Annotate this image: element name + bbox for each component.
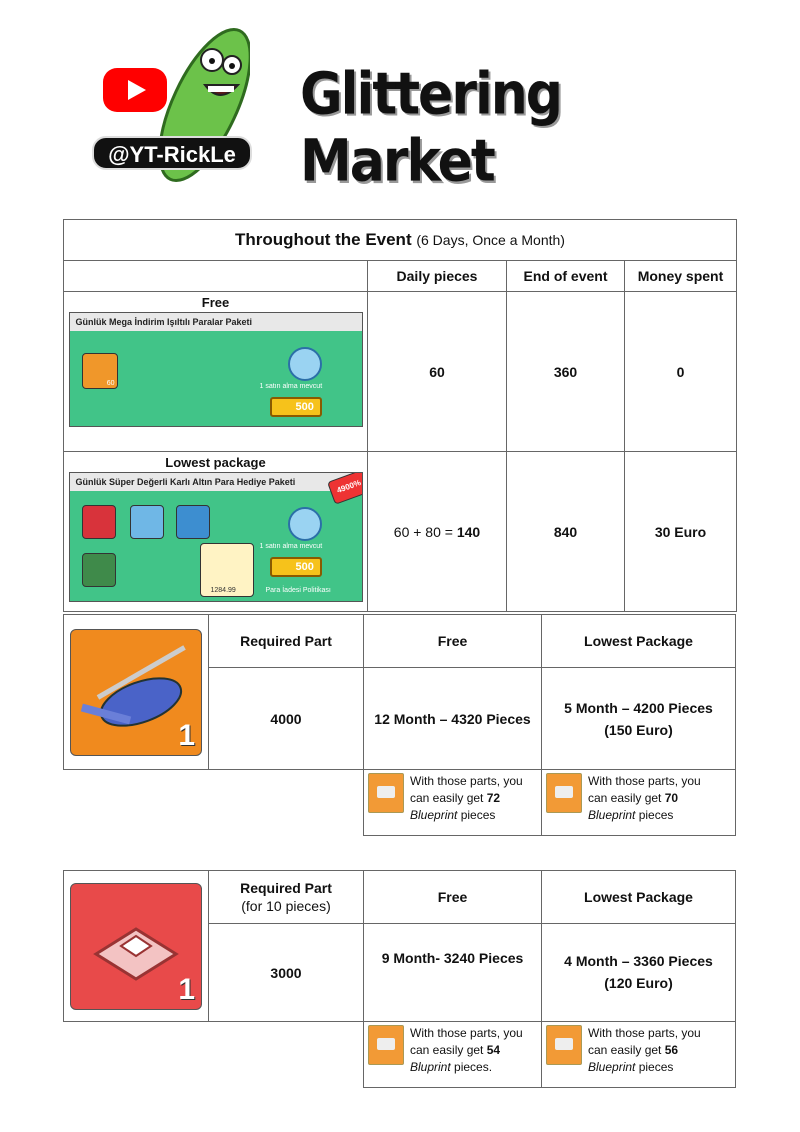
blueprint-item-cell xyxy=(64,871,209,1022)
lowest-duration: 4 Month – 3360 Pieces xyxy=(564,953,713,969)
event-table xyxy=(63,219,737,612)
note-text: With those parts, you can easily get xyxy=(410,1026,523,1057)
package-label: Free xyxy=(201,295,230,310)
col-daily-pieces: Daily pieces xyxy=(368,261,507,292)
table-row xyxy=(64,452,737,612)
end-value: 840 xyxy=(507,452,625,612)
item-level: 1 xyxy=(178,972,195,1006)
note-suffix: pieces. xyxy=(450,1060,493,1074)
money-value: 0 xyxy=(625,292,737,452)
table-row xyxy=(64,292,737,452)
end-value: 360 xyxy=(507,292,625,452)
col-required-part: Required Part xyxy=(209,615,364,668)
col-free: Free xyxy=(364,615,542,668)
col-required-title: Required Part xyxy=(240,880,332,896)
refund-policy-link[interactable]: Para İadesi Politikası xyxy=(265,587,331,594)
coin-item-icon xyxy=(130,505,164,539)
blueprint-icon xyxy=(546,773,582,813)
note-text: With those parts, you can easily get xyxy=(410,774,523,805)
note-item: Bluprint xyxy=(410,1060,451,1074)
item-level: 1 xyxy=(178,718,195,752)
gold-value: 1284.99 xyxy=(210,587,236,594)
daily-value xyxy=(368,452,507,612)
event-subtitle: (6 Days, Once a Month) xyxy=(416,232,565,248)
note-count: 72 xyxy=(486,791,501,805)
free-note xyxy=(404,773,530,824)
package-label: Lowest package xyxy=(165,455,266,470)
note-count: 54 xyxy=(486,1043,501,1057)
note-item: Blueprint xyxy=(410,808,458,822)
note-suffix: pieces xyxy=(457,808,496,822)
price-button[interactable] xyxy=(270,557,322,577)
daily-total: 140 xyxy=(456,523,481,540)
required-value: 3000 xyxy=(209,924,364,1022)
note-count: 56 xyxy=(664,1043,679,1057)
lowest-cost: (150 Euro) xyxy=(604,721,673,738)
purchase-limit: 1 satın alma mevcut xyxy=(259,543,323,550)
note-item: Blueprint xyxy=(588,1060,636,1074)
spacer xyxy=(64,770,209,836)
package-banner: Günlük Süper Değerli Karlı Altın Para Hediye Paketi xyxy=(70,473,362,491)
blueprint-icon xyxy=(546,1025,582,1065)
required-value: 4000 xyxy=(209,668,364,770)
col-lowest-package: Lowest Package xyxy=(542,871,736,924)
lowest-note-cell xyxy=(542,1022,736,1088)
lowest-value xyxy=(542,668,736,770)
package-banner: Günlük Mega İndirim Işıltılı Paralar Paketi xyxy=(70,313,362,331)
free-value: 9 Month- 3240 Pieces xyxy=(364,924,542,1022)
note-suffix: pieces xyxy=(635,1060,674,1074)
glitter-coin-icon xyxy=(288,507,322,541)
page-title: Glittering Market xyxy=(300,60,562,196)
blueprint-table xyxy=(63,870,736,1088)
lowest-note xyxy=(582,773,716,824)
free-note xyxy=(404,1025,530,1076)
col-end-of-event: End of event xyxy=(507,261,625,292)
col-required-sub: (for 10 pieces) xyxy=(241,898,331,914)
free-package-screenshot xyxy=(69,312,363,427)
lowest-note xyxy=(582,1025,716,1076)
helicopter-icon xyxy=(70,629,202,756)
note-text: With those parts, you can easily get xyxy=(588,1026,701,1057)
col-free: Free xyxy=(364,871,542,924)
free-value: 12 Month – 4320 Pieces xyxy=(364,668,542,770)
note-suffix: pieces xyxy=(635,808,674,822)
daily-formula: 60 + 80 = xyxy=(393,523,457,540)
lowest-cost: (120 Euro) xyxy=(604,975,673,991)
note-item: Blueprint xyxy=(588,808,636,822)
channel-handle: @YT-RickLe xyxy=(92,136,252,170)
spacer xyxy=(209,770,364,836)
price-label: 500 xyxy=(295,561,314,573)
coin-item-icon xyxy=(82,353,118,389)
helicopter-item-cell xyxy=(64,615,209,770)
col-required-part xyxy=(209,871,364,924)
spacer xyxy=(64,1022,209,1088)
spacer xyxy=(209,1022,364,1088)
item-count: 60 xyxy=(106,380,115,387)
header-empty xyxy=(64,261,368,292)
lowest-value xyxy=(542,924,736,1022)
event-title: Throughout the Event xyxy=(235,230,412,249)
blueprint-large-icon xyxy=(70,883,202,1010)
discount-badge: 4900% xyxy=(327,472,363,505)
col-money-spent: Money spent xyxy=(625,261,737,292)
note-count: 70 xyxy=(664,791,679,805)
col-lowest-package: Lowest Package xyxy=(542,615,736,668)
blueprint-icon xyxy=(368,1025,404,1065)
gold-item-icon xyxy=(200,543,254,597)
lowest-package-screenshot xyxy=(69,472,363,602)
lowest-note-cell xyxy=(542,770,736,836)
free-note-cell xyxy=(364,1022,542,1088)
chest-item-icon xyxy=(82,553,116,587)
money-value: 30 Euro xyxy=(625,452,737,612)
lowest-duration: 5 Month – 4200 Pieces xyxy=(564,699,713,716)
price-button[interactable] xyxy=(270,397,322,417)
free-package-cell xyxy=(64,292,368,452)
helicopter-table xyxy=(63,614,736,836)
gear-item-icon xyxy=(176,505,210,539)
free-note-cell xyxy=(364,770,542,836)
note-text: With those parts, you can easily get xyxy=(588,774,701,805)
lowest-package-cell xyxy=(64,452,368,612)
blueprint-icon xyxy=(368,773,404,813)
daily-value: 60 xyxy=(368,292,507,452)
price-label: 500 xyxy=(295,401,314,413)
purchase-limit: 1 satın alma mevcut xyxy=(259,383,323,390)
event-table-title xyxy=(64,220,737,261)
ruby-item-icon xyxy=(82,505,116,539)
glitter-coin-icon xyxy=(288,347,322,381)
